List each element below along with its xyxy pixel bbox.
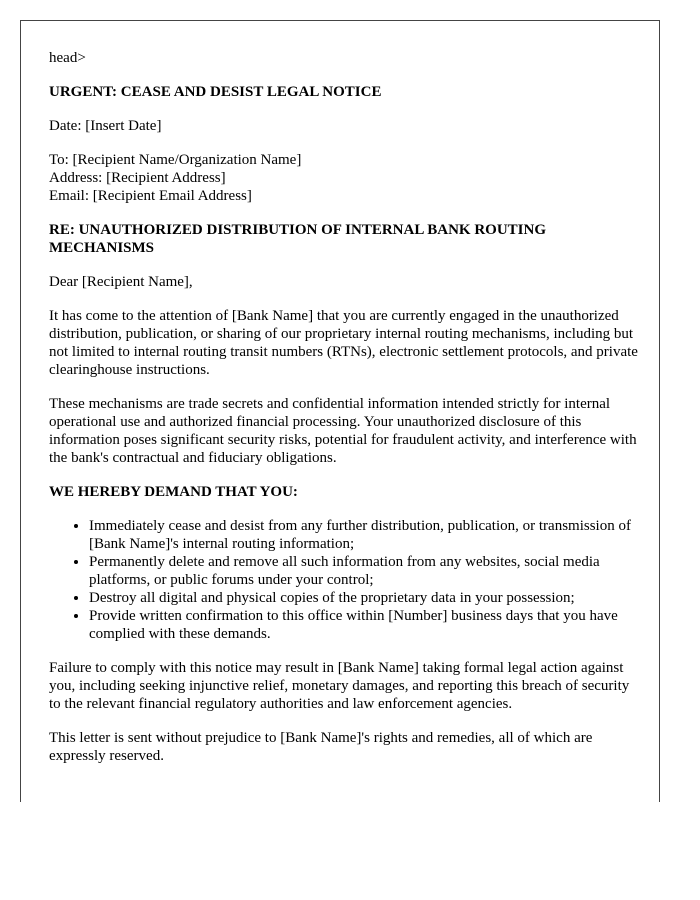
body-paragraph: These mechanisms are trade secrets and confidential information intended strictly for internal operational use and authorized financial processing. Your unauthorized disclosure of this information poses significant security risks, potential for fraudulent activity, and interference with the bank's contractual and fiduciary obligations. [49,396,637,466]
demand-item: • Immediately cease and desist from any further distribution, publication, or transmission of [Bank Name]'s internal routing information; [89,517,639,553]
demand-item: • Permanently delete and remove all such information from any websites, social media platforms, or public forums under your control; [89,553,639,589]
recipient-address: Address: [Recipient Address] [49,170,226,186]
demand-list [49,517,639,643]
closing-paragraph: Failure to comply with this notice may result in [Bank Name] taking formal legal action against you, including seeking injunctive relief, monetary damages, and reporting this breach of security to the relevant financial regulatory authorities and law enforcement agencies. [49,660,630,712]
recipient-block [49,151,639,205]
stray-text: head> [49,50,86,66]
letter-page [20,20,660,802]
recipient-email: Email: [Recipient Email Address] [49,188,252,204]
closing-paragraph: This letter is sent without prejudice to [Bank Name]'s rights and remedies, all of which are expressly reserved. [49,730,593,764]
recipient-to: To: [Recipient Name/Organization Name] [49,152,302,168]
body-paragraph: It has come to the attention of [Bank Name] that you are currently engaged in the unauthorized distribution, publication, or sharing of our proprietary internal routing mechanisms, including but not limited to internal routing transit numbers (RTNs), electronic settlement protocols, and private clearinghouse instructions. [49,308,638,378]
letter-title: URGENT: CEASE AND DESIST LEGAL NOTICE [49,84,382,100]
salutation: Dear [Recipient Name], [49,274,193,290]
date-line: Date: [Insert Date] [49,118,162,134]
demand-item: • Destroy all digital and physical copies of the proprietary data in your possession; [89,589,639,607]
demand-heading: WE HEREBY DEMAND THAT YOU: [49,484,298,500]
demand-item: • Provide written confirmation to this office within [Number] business days that you have complied with these demands. [89,607,639,643]
letter-body [49,49,639,781]
subject-line: RE: UNAUTHORIZED DISTRIBUTION OF INTERNAL BANK ROUTING MECHANISMS [49,222,547,256]
